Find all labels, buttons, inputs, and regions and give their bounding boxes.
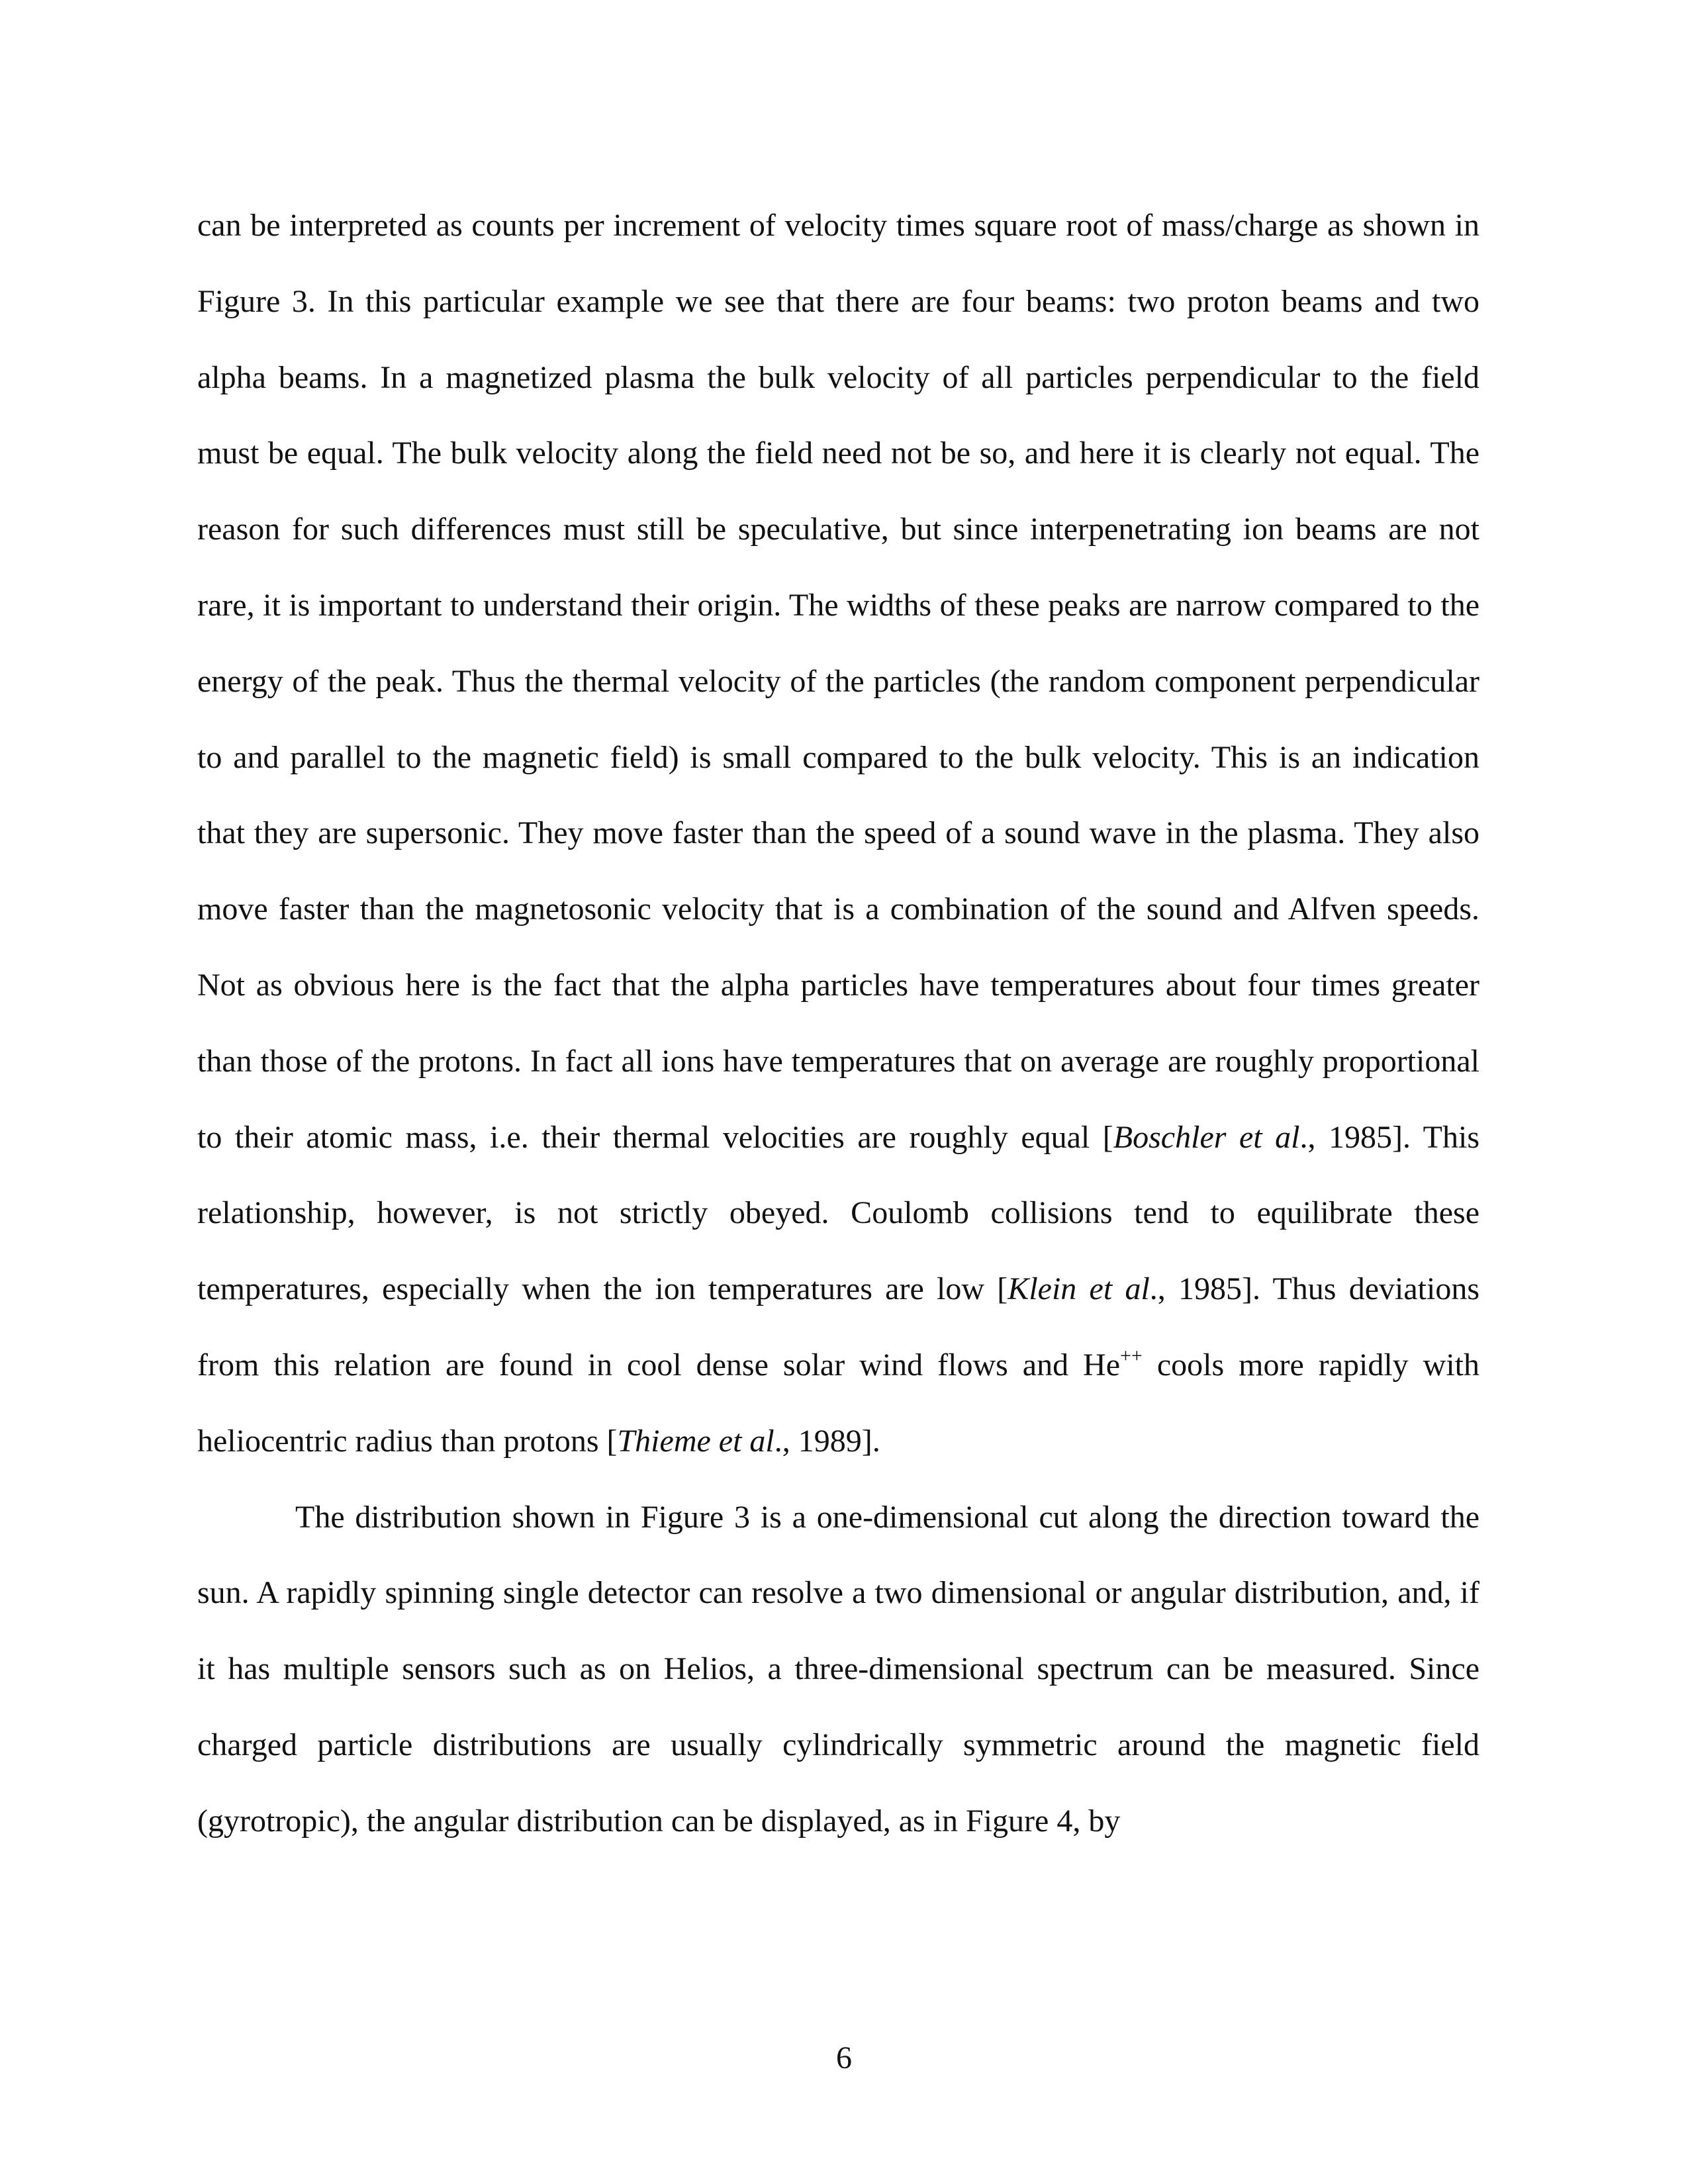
text-run: The distribution shown in Figure 3 is a one-dimensional cut along the direction toward the sun. A rapidly spinning single detector can resolve a two dimensional or angular distribution, and, if it has multiple sensors such as on Helios, a three-dimensional spectrum can be measured. Since charged particle distributions are usually cylindrically symmetric around the magnetic field (gyrotropic), the angular distribution can be displayed, as in Figure 4, by	[197, 1499, 1479, 1839]
superscript: ++	[1120, 1344, 1143, 1367]
text-run: cools more rapidly with heliocentric radius than protons [	[197, 1347, 1479, 1459]
text-run: ., 1989].	[774, 1423, 880, 1459]
body-text	[197, 188, 1479, 1860]
citation-author: Boschler et al	[1113, 1119, 1300, 1155]
paragraph-2	[197, 1480, 1479, 1860]
text-run: ., 1985]. This relationship, however, is not strictly obeyed. Coulomb collisions tend to equilibrate these temperatures, especially when the ion temperatures are low [	[197, 1119, 1480, 1307]
paragraph-1	[197, 188, 1479, 1480]
citation-author: Thieme et al	[617, 1423, 774, 1459]
page-number: 6	[836, 2040, 852, 2075]
text-run: can be interpreted as counts per increment of velocity times square root of mass/charge as shown in Figure 3. In this particular example we see that there are four beams: two proton beams and two alpha beams. In a magnetized plasma the bulk velocity of all particles perpendicular to the field must be equal. The bulk velocity along the field need not be so, and here it is clearly not equal. The reason for such differences must still be speculative, but since interpenetrating ion beams are not rare, it is important to understand their origin. The widths of these peaks are narrow compared to the energy of the peak. Thus the thermal velocity of the particles (the random component perpendicular to and parallel to the magnetic field) is small compared to the bulk velocity. This is an indication that they are supersonic. They move faster than the speed of a sound wave in the plasma. They also move faster than the magnetosonic velocity that is a combination of the sound and Alfven speeds. Not as obvious here is the fact that the alpha particles have temperatures about four times greater than those of the protons. In fact all ions have temperatures that on average are roughly proportional to their atomic mass, i.e. their thermal velocities are roughly equal [	[197, 208, 1479, 1155]
text-run: ., 1985]. Thus deviations from this relation are found in cool dense solar wind flows and He	[197, 1271, 1480, 1383]
citation-author: Klein et al	[1008, 1271, 1150, 1307]
